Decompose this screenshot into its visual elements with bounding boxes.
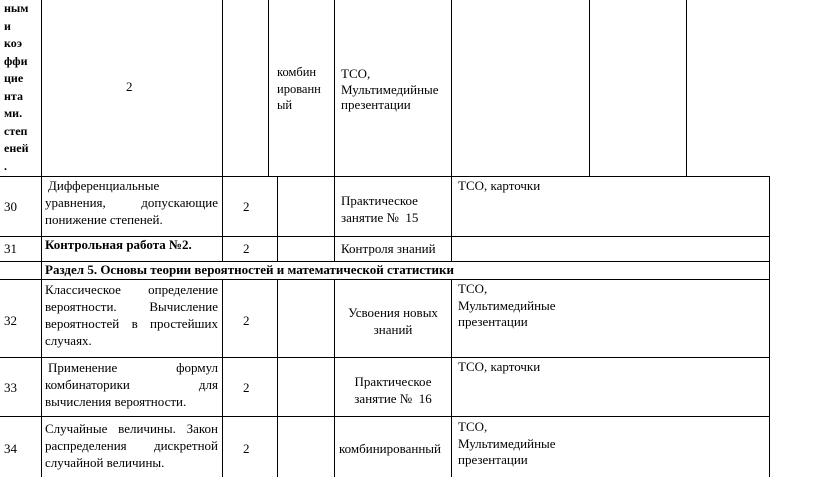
grid-line bbox=[277, 279, 278, 477]
grid-line bbox=[334, 279, 335, 477]
grid-line bbox=[451, 279, 452, 477]
equipment-cell: ТСО, Мультимедийные презентации bbox=[341, 66, 439, 112]
grid-line bbox=[451, 0, 452, 177]
equipment-cell: ТСО, карточки bbox=[458, 178, 541, 193]
topic-cell: Контрольная работа №2. bbox=[45, 237, 192, 252]
topic-cell: Случайные величины. Закон распределения дискретной случайной величины. bbox=[45, 421, 218, 470]
grid-line bbox=[686, 0, 687, 177]
topic-cell-stacked: ным и коэ ффи цие нта ми. степ еней . bbox=[4, 1, 29, 173]
grid-line bbox=[41, 0, 42, 177]
row-number: 33 bbox=[4, 380, 17, 395]
grid-line bbox=[222, 176, 223, 262]
hours-cell: 2 bbox=[243, 199, 250, 214]
hours-cell: 2 bbox=[126, 79, 133, 94]
row-number: 32 bbox=[4, 313, 17, 328]
row-number: 30 bbox=[4, 199, 17, 214]
hours-cell: 2 bbox=[243, 380, 250, 395]
lesson-type-cell: комбинированный bbox=[339, 441, 441, 456]
grid-line bbox=[589, 0, 590, 177]
lesson-type-cell: Усвоения новых знаний bbox=[348, 305, 438, 337]
row-number: 34 bbox=[4, 441, 17, 456]
grid-line bbox=[0, 357, 770, 358]
grid-line bbox=[41, 176, 42, 477]
lesson-type-cell: Практическое занятие № 15 bbox=[341, 193, 422, 225]
lesson-type-cell: комбин ированн ый bbox=[277, 65, 321, 112]
topic-cell: Применение формул комбинаторики для вычисления вероятности. bbox=[45, 360, 218, 409]
lesson-type-cell: Контроля знаний bbox=[341, 241, 436, 256]
grid-line bbox=[0, 416, 770, 417]
grid-line bbox=[451, 176, 452, 262]
section-title: Раздел 5. Основы теории вероятностей и математической статистики bbox=[45, 262, 454, 277]
equipment-cell: ТСО, Мультимедийные презентации bbox=[458, 419, 556, 467]
equipment-cell: ТСО, Мультимедийные презентации bbox=[458, 281, 556, 329]
grid-line bbox=[334, 0, 335, 177]
grid-line bbox=[334, 176, 335, 262]
grid-line bbox=[769, 176, 770, 477]
hours-cell: 2 bbox=[243, 441, 250, 456]
grid-line bbox=[222, 0, 223, 177]
row-number: 31 bbox=[4, 241, 17, 256]
grid-line bbox=[268, 0, 269, 177]
grid-line bbox=[277, 176, 278, 262]
lesson-type-cell: Практическое занятие № 16 bbox=[354, 374, 435, 406]
hours-cell: 2 bbox=[243, 241, 250, 256]
topic-cell: Дифференциальные уравнения, допускающие понижение степеней. bbox=[45, 178, 218, 227]
grid-line bbox=[0, 279, 770, 280]
hours-cell: 2 bbox=[243, 313, 250, 328]
grid-line bbox=[222, 279, 223, 477]
equipment-cell: ТСО, карточки bbox=[458, 359, 541, 374]
topic-cell: Классическое определение вероятности. Вычисление вероятностей в простейших случаях. bbox=[45, 282, 218, 348]
